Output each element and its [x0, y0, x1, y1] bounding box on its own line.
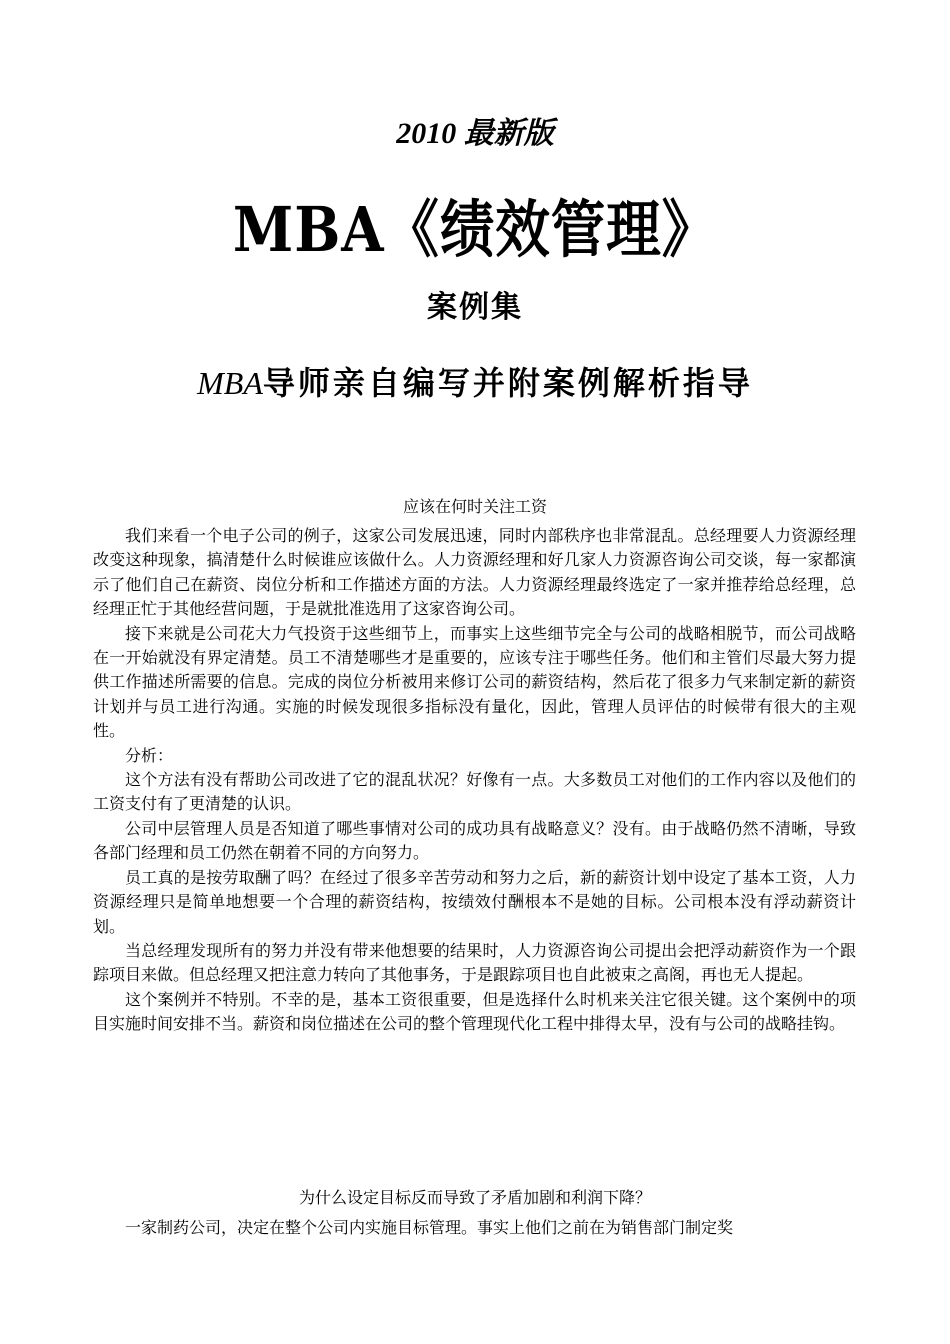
- document-title: MBA《绩效管理》: [232, 193, 718, 266]
- case1-heading: 应该在何时关注工资: [402, 497, 547, 516]
- case1-paragraph: 这个案例并不特别。不幸的是，基本工资很重要，但是选择什么时机来关注它很关键。这个案例中的项目实施时间安排不当。薪资和岗位描述在公司的整个管理现代化工程中排得太早，没有与公司的战略挂钩。: [93, 989, 856, 1034]
- document-tagline: [0, 358, 950, 404]
- case1-paragraph: 接下来就是公司花大力气投资于这些细节上，而事实上这些细节完全与公司的战略相脱节，而公司战略在一开始就没有界定清楚。员工不清楚哪些才是重要的，应该专注于哪些任务。他们和主管们尽最大努力提供工作描述所需要的信息。完成的岗位分析被用来修订公司的薪资结构，然后花了很多力气来制定新的薪资计划并与员工进行沟通。实施的时候发现很多指标没有量化，因此，管理人员评估的时候带有很大的主观性。: [93, 623, 856, 741]
- tagline-text: 导师亲自编写并附案例解析指导: [262, 364, 753, 402]
- case1-paragraph: 公司中层管理人员是否知道了哪些事情对公司的成功具有战略意义？没有。由于战略仍然不清晰，导致各部门经理和员工仍然在朝着不同的方向努力。: [93, 818, 856, 863]
- case2-heading: 为什么设定目标反而导致了矛盾加剧和利润下降？: [298, 1188, 651, 1207]
- case1-body: [93, 524, 856, 1037]
- document-subtitle: 案例集: [427, 290, 523, 325]
- case2-paragraph: 一家制药公司，决定在整个公司内实施目标管理。事实上他们之前在为销售部门制定奖: [125, 1218, 734, 1237]
- case1-paragraph: 当总经理发现所有的努力并没有带来他想要的结果时，人力资源咨询公司提出会把浮动薪资作为一个跟踪项目来做。但总经理又把注意力转向了其他事务，于是跟踪项目也自此被束之高阁，再也无人提起。: [93, 940, 856, 985]
- case2-body: [93, 1216, 856, 1240]
- tagline-mba: MBA: [197, 365, 263, 401]
- case1-paragraph: 我们来看一个电子公司的例子，这家公司发展迅速，同时内部秩序也非常混乱。总经理要人力资源经理改变这种现象，搞清楚什么时候谁应该做什么。人力资源经理和好几家人力资源咨询公司交谈，每一家都演示了他们自己在薪资、岗位分析和工作描述方面的方法。人力资源经理最终选定了一家并推荐给总经理，总经理正忙于其他经营问题，于是就批准选用了这家咨询公司。: [93, 526, 856, 619]
- case1-paragraph: 这个方法有没有帮助公司改进了它的混乱状况？好像有一点。大多数员工对他们的工作内容以及他们的工资支付有了更清楚的认识。: [93, 770, 856, 814]
- case1-paragraph: 分析：: [125, 745, 174, 765]
- case1-paragraph: 员工真的是按劳取酬了吗？在经过了很多辛苦劳动和努力之后，新的薪资计划中设定了基本工资，人力资源经理只是简单地想要一个合理的薪资结构，按绩效付酬根本不是她的目标。公司根本没有浮动薪资计划。: [93, 867, 856, 936]
- edition-label: 2010 最新版: [396, 117, 554, 150]
